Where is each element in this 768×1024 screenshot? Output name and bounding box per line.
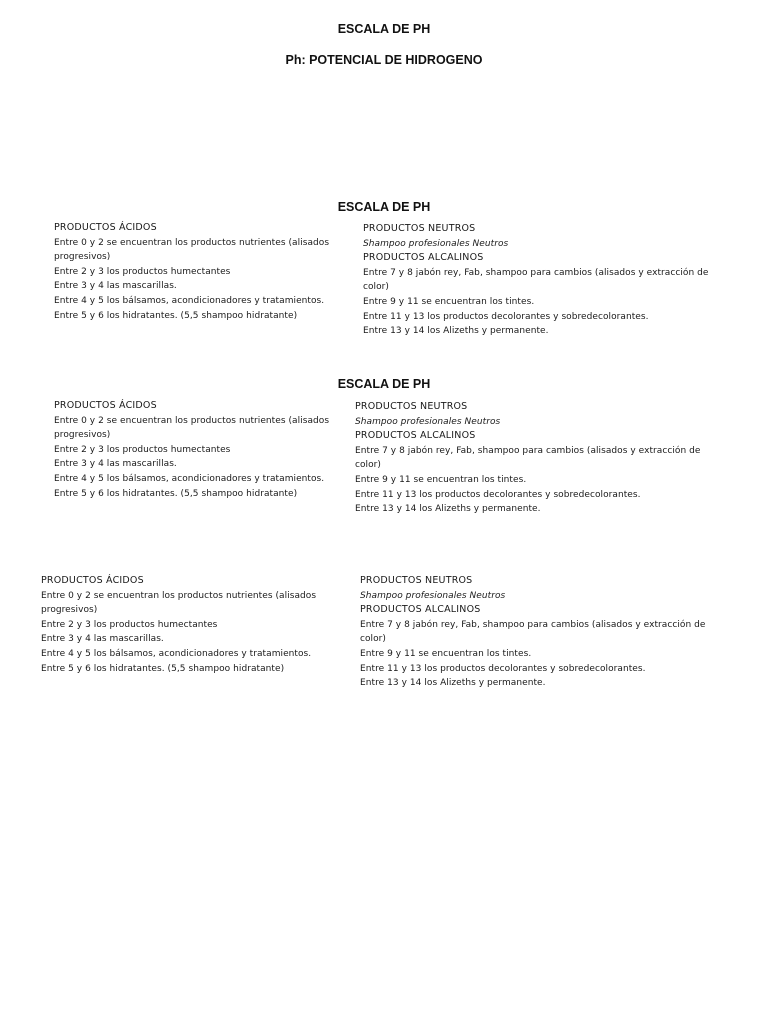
page-title: ESCALA DE PH xyxy=(337,22,431,36)
acid-line: Entre 4 y 5 los bálsamos, acondicionadores y tratamientos. xyxy=(54,295,325,306)
acid-line: Entre 0 y 2 se encuentran los productos nutrientes (alisados progresivos) xyxy=(54,415,330,441)
acid-line: Entre 4 y 5 los bálsamos, acondicionadores y tratamientos. xyxy=(54,473,325,484)
alkaline-line: Entre 9 y 11 se encuentran los tintes. xyxy=(355,474,527,485)
alkaline-line: Entre 7 y 8 jabón rey, Fab, shampoo para cambios (alisados y extracción de color) xyxy=(363,267,709,293)
acid-products-column xyxy=(41,574,331,676)
acid-line: Entre 2 y 3 los productos humectantes xyxy=(54,266,231,277)
alkaline-line: Entre 11 y 13 los productos decolorantes y sobredecolorantes. xyxy=(363,311,649,322)
acid-line: Entre 3 y 4 las mascarillas. xyxy=(54,459,177,470)
alkaline-line: Entre 7 y 8 jabón rey, Fab, shampoo para cambios (alisados y extracción de color) xyxy=(355,445,701,471)
alkaline-products-heading: PRODUCTOS ALCALINOS xyxy=(363,252,484,264)
page-subtitle: Ph: POTENCIAL DE HIDROGENO xyxy=(285,53,483,67)
acid-line: Entre 5 y 6 los hidratantes. (5,5 shampoo hidratante) xyxy=(54,488,298,499)
neutral-line: Shampoo profesionales Neutros xyxy=(360,590,506,601)
acid-line: Entre 3 y 4 las mascarillas. xyxy=(41,634,164,645)
acid-products-heading: PRODUCTOS ÁCIDOS xyxy=(54,400,157,411)
neutral-products-heading: PRODUCTOS NEUTROS xyxy=(363,223,476,234)
acid-line: Entre 3 y 4 las mascarillas. xyxy=(54,281,177,292)
alkaline-line: Entre 9 y 11 se encuentran los tintes. xyxy=(363,296,535,307)
alkaline-products-heading: PRODUCTOS ALCALINOS xyxy=(355,430,476,442)
alkaline-products-heading: PRODUCTOS ALCALINOS xyxy=(360,604,481,616)
neutral-products-heading: PRODUCTOS NEUTROS xyxy=(355,401,468,412)
alkaline-line: Entre 13 y 14 los Alizeths y permanente. xyxy=(363,326,549,337)
acid-line: Entre 4 y 5 los bálsamos, acondicionadores y tratamientos. xyxy=(41,648,312,659)
alkaline-line: Entre 11 y 13 los productos decolorantes y sobredecolorantes. xyxy=(355,489,641,500)
acid-line: Entre 0 y 2 se encuentran los productos nutrientes (alisados progresivos) xyxy=(54,237,330,263)
acid-products-column xyxy=(54,221,344,323)
acid-line: Entre 5 y 6 los hidratantes. (5,5 shampoo hidratante) xyxy=(54,310,298,321)
acid-products-heading: PRODUCTOS ÁCIDOS xyxy=(41,575,144,586)
alkaline-line: Entre 7 y 8 jabón rey, Fab, shampoo para cambios (alisados y extracción de color) xyxy=(360,619,706,645)
alkaline-line: Entre 13 y 14 los Alizeths y permanente. xyxy=(355,504,541,515)
neutral-alkaline-column xyxy=(363,222,723,339)
neutral-alkaline-column xyxy=(355,400,723,517)
acid-products-column xyxy=(54,399,344,501)
acid-line: Entre 0 y 2 se encuentran los productos nutrientes (alisados progresivos) xyxy=(41,590,317,616)
neutral-line: Shampoo profesionales Neutros xyxy=(355,416,501,427)
neutral-products-heading: PRODUCTOS NEUTROS xyxy=(360,575,473,586)
neutral-line: Shampoo profesionales Neutros xyxy=(363,238,509,249)
alkaline-line: Entre 9 y 11 se encuentran los tintes. xyxy=(360,648,532,659)
section-title: ESCALA DE PH xyxy=(337,377,431,391)
acid-line: Entre 5 y 6 los hidratantes. (5,5 shampoo hidratante) xyxy=(41,663,285,674)
alkaline-line: Entre 13 y 14 los Alizeths y permanente. xyxy=(360,678,546,689)
acid-line: Entre 2 y 3 los productos humectantes xyxy=(54,444,231,455)
section-title: ESCALA DE PH xyxy=(337,200,431,214)
acid-products-heading: PRODUCTOS ÁCIDOS xyxy=(54,222,157,233)
alkaline-line: Entre 11 y 13 los productos decolorantes y sobredecolorantes. xyxy=(360,663,646,674)
neutral-alkaline-column xyxy=(360,574,723,691)
acid-line: Entre 2 y 3 los productos humectantes xyxy=(41,619,218,630)
